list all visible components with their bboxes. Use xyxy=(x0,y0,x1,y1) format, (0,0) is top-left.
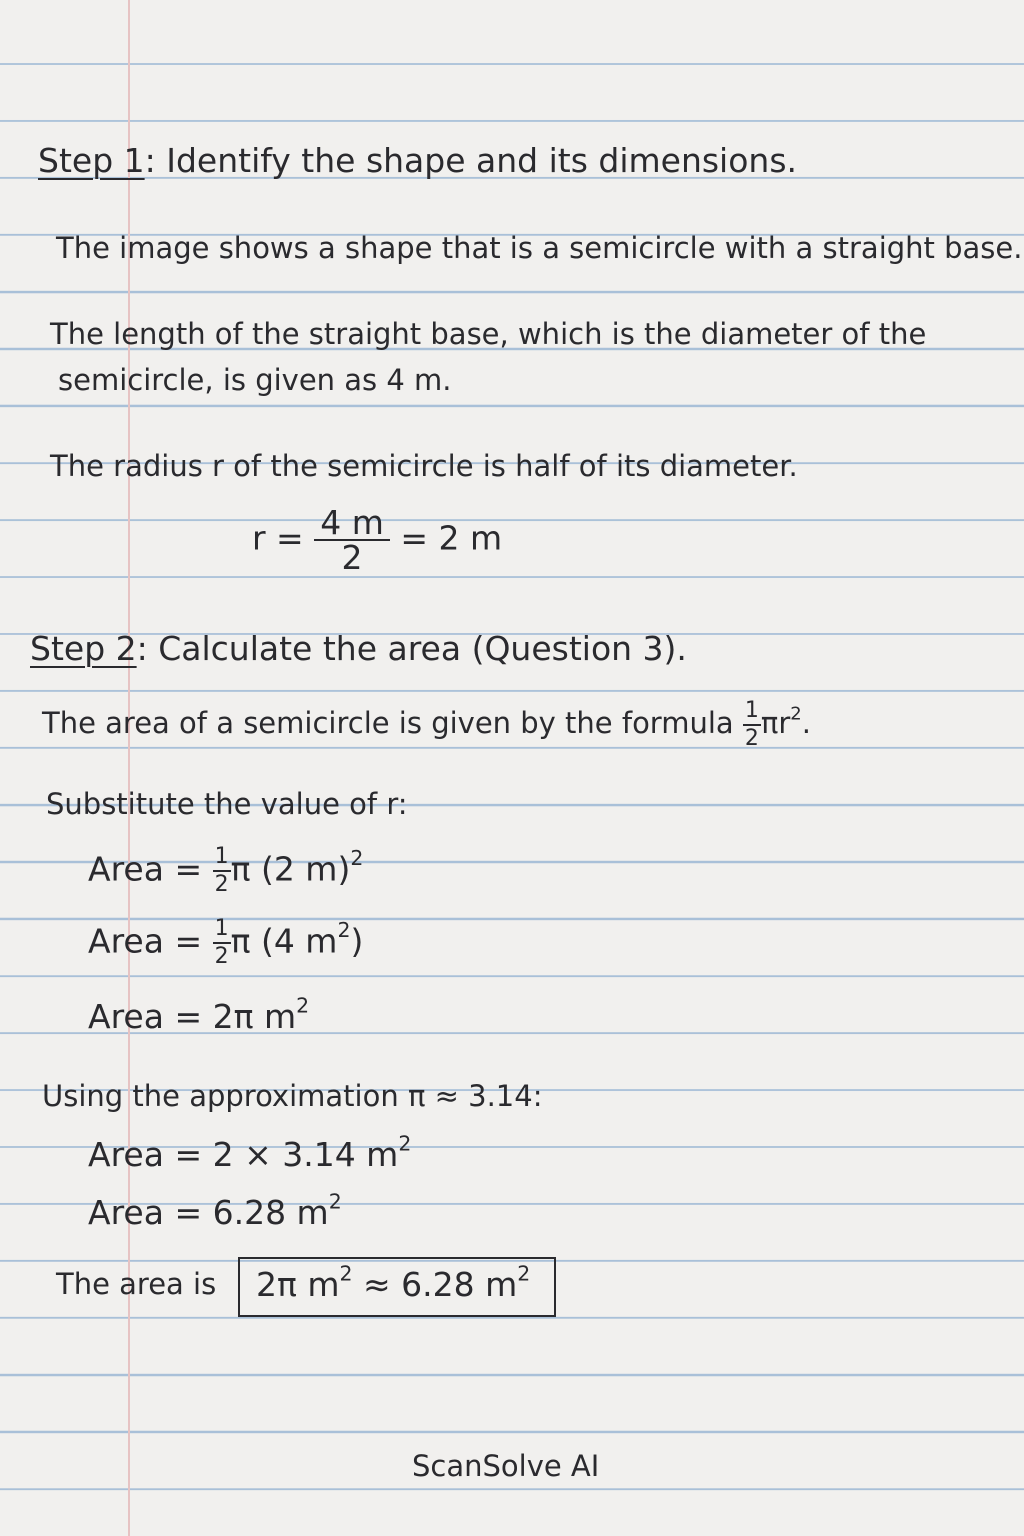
area-eq1-numerator: 1 xyxy=(213,846,231,872)
area-eq4-exponent: 2 xyxy=(398,1131,412,1156)
area-equation-3: Area = 2π $m^2$ xyxy=(88,993,310,1036)
area-eq1-exponent: 2 xyxy=(350,846,364,871)
area-eq5-exponent: 2 xyxy=(328,1189,342,1214)
area-eq2-exponent: 2 xyxy=(337,918,351,943)
final-answer-approx-exponent: 2 xyxy=(517,1261,531,1286)
radius-fraction-numerator: 4 m xyxy=(314,506,390,541)
step2-title: : Calculate the area (Question 3). xyxy=(136,629,687,668)
formula-fraction-numerator: 1 xyxy=(743,700,761,726)
area-eq5-body: 6.28 m xyxy=(212,1193,329,1232)
area-eq1-body: π (2 m) xyxy=(230,849,351,889)
final-answer-approx: ≈ 6.28 m xyxy=(352,1265,518,1304)
radius-eq-rhs: = 2 m xyxy=(400,518,503,558)
formula-sentence xyxy=(42,700,811,750)
step1-label: Step 1 xyxy=(38,141,145,180)
area-label: Area xyxy=(88,849,164,889)
radius-fraction-denominator: 2 xyxy=(341,538,363,577)
final-answer-label: The area is xyxy=(56,1267,217,1301)
formula-text: The area of a semicircle is given by the formula xyxy=(42,706,734,740)
area-label: Area xyxy=(88,997,164,1036)
area-eq2-denominator: 2 xyxy=(214,944,229,969)
step2-label: Step 2 xyxy=(30,629,137,668)
step2-heading xyxy=(30,629,687,668)
formula-fraction-denominator: 2 xyxy=(744,726,759,751)
area-eq1-denominator: 2 xyxy=(214,872,229,897)
area-eq2-close: ) xyxy=(350,921,364,961)
final-answer xyxy=(256,1261,531,1304)
area-label: Area xyxy=(88,1135,164,1174)
area-eq2-fraction xyxy=(213,918,231,968)
step1-paragraph-1: The image shows a shape that is a semicircle with a straight base. xyxy=(56,231,1023,265)
formula-tail: πr xyxy=(760,706,791,740)
area-equation-1: Area = $\frac{1}{2}$ π (2 m)$^2$ xyxy=(88,844,364,897)
radius-fraction xyxy=(314,503,390,577)
formula-end: . xyxy=(801,706,811,740)
step1-paragraph-2-line-1: The length of the straight base, which is the diameter of the xyxy=(50,317,927,351)
final-answer-exact: 2π m xyxy=(256,1265,340,1304)
radius-eq-lhs: r = xyxy=(252,518,304,558)
area-eq3-body: 2π m xyxy=(212,997,297,1036)
final-answer-exact-exponent: 2 xyxy=(339,1261,353,1286)
area-label: Area xyxy=(88,921,164,961)
formula-exponent: 2 xyxy=(790,703,802,725)
area-equation-4: Area = 2 × 3.14 $m^2$ xyxy=(88,1131,412,1174)
step1-heading xyxy=(38,141,798,180)
area-eq2-numerator: 1 xyxy=(213,918,231,944)
substitute-line: Substitute the value of r: xyxy=(46,787,408,821)
area-eq3-exponent: 2 xyxy=(296,993,310,1018)
area-eq4-body: 2 × 3.14 m xyxy=(212,1135,399,1174)
step1-title: : Identify the shape and its dimensions. xyxy=(144,141,798,180)
step1-paragraph-3: The radius r of the semicircle is half of its diameter. xyxy=(50,449,798,483)
radius-equation xyxy=(252,503,503,577)
step1-paragraph-2-line-2: semicircle, is given as 4 m. xyxy=(58,363,452,397)
area-equation-2: Area = $\frac{1}{2}$ π (4 $m^2$) xyxy=(88,916,364,969)
formula-fraction xyxy=(743,700,761,750)
area-label: Area xyxy=(88,1193,164,1232)
approximation-line: Using the approximation π ≈ 3.14: xyxy=(42,1079,543,1113)
footer-brand: ScanSolve AI xyxy=(412,1449,600,1483)
area-equation-5: Area = 6.28 $m^2$ xyxy=(88,1189,342,1232)
area-eq2-body: π (4 m xyxy=(230,921,338,961)
area-eq1-fraction xyxy=(213,846,231,896)
